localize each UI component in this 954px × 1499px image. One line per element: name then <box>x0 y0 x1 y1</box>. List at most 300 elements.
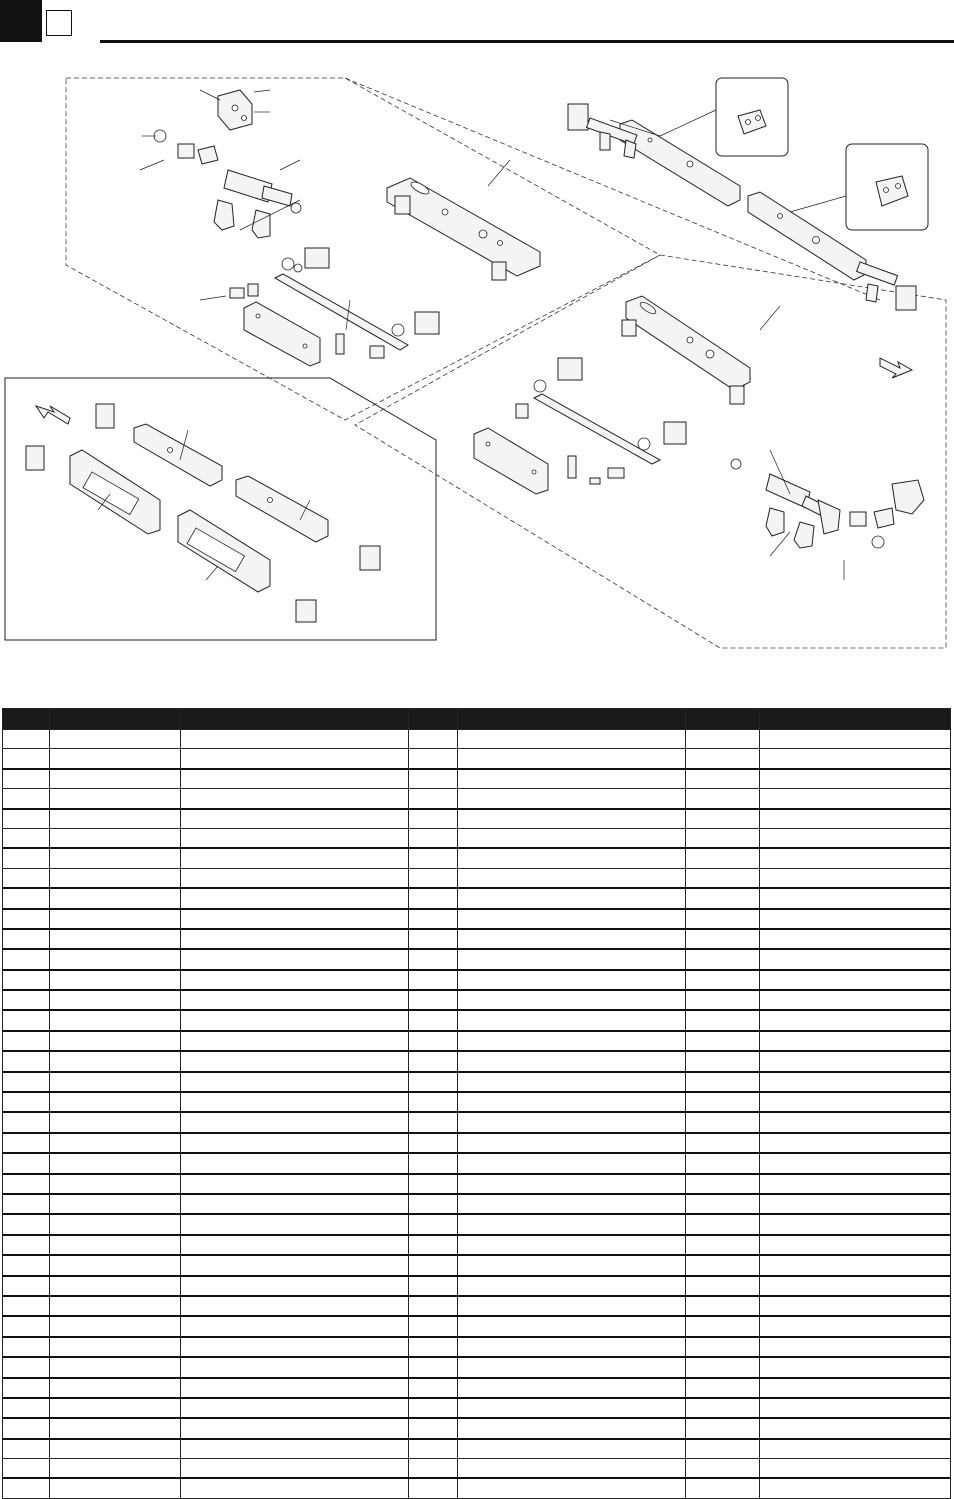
table-row <box>3 1031 951 1051</box>
table-cell <box>409 1316 458 1336</box>
table-row <box>3 1378 951 1398</box>
parts-table <box>2 708 951 1499</box>
table-cell <box>50 1459 181 1479</box>
table-cell <box>50 749 181 769</box>
table-cell <box>409 1478 458 1498</box>
table-cell <box>458 868 686 888</box>
table-row <box>3 970 951 990</box>
table-cell <box>686 1478 760 1498</box>
table-cell <box>3 730 50 749</box>
table-cell <box>3 1255 50 1275</box>
table-cell <box>3 1174 50 1194</box>
table-cell <box>409 1031 458 1051</box>
table-cell <box>50 1255 181 1275</box>
table-cell <box>760 1112 951 1132</box>
table-cell <box>686 848 760 868</box>
table-row <box>3 929 951 949</box>
table-cell <box>686 1072 760 1092</box>
table-cell <box>686 1010 760 1030</box>
table-cell <box>409 1296 458 1316</box>
table-cell <box>409 1276 458 1296</box>
table-cell <box>409 1439 458 1459</box>
table-cell <box>50 949 181 969</box>
table-cell <box>686 730 760 749</box>
table-cell <box>181 1051 409 1071</box>
table-cell <box>409 828 458 848</box>
table-cell <box>686 929 760 949</box>
table-cell <box>409 970 458 990</box>
table-cell <box>50 1296 181 1316</box>
column-header <box>50 709 181 730</box>
table-cell <box>181 769 409 789</box>
table-cell <box>760 1072 951 1092</box>
table-cell <box>409 1153 458 1173</box>
table-cell <box>760 970 951 990</box>
table-row <box>3 1153 951 1173</box>
table-cell <box>50 1133 181 1153</box>
table-cell <box>3 1092 50 1112</box>
table-cell <box>760 789 951 809</box>
table-cell <box>458 848 686 868</box>
table-cell <box>458 828 686 848</box>
table-cell <box>3 1316 50 1336</box>
table-cell <box>760 1378 951 1398</box>
table-row <box>3 1316 951 1336</box>
table-cell <box>50 848 181 868</box>
table-cell <box>686 1194 760 1214</box>
table-cell <box>458 949 686 969</box>
table-cell <box>181 1459 409 1479</box>
table-cell <box>3 1133 50 1153</box>
callout-bubble-2 <box>846 144 928 230</box>
table-cell <box>760 769 951 789</box>
table-cell <box>181 1418 409 1438</box>
table-cell <box>409 1255 458 1275</box>
table-cell <box>760 809 951 829</box>
table-cell <box>458 1296 686 1316</box>
table-cell <box>458 929 686 949</box>
table-cell <box>760 1194 951 1214</box>
table-cell <box>686 1296 760 1316</box>
table-cell <box>3 1337 50 1357</box>
table-cell <box>3 868 50 888</box>
table-cell <box>760 1235 951 1255</box>
table-cell <box>3 1418 50 1438</box>
table-cell <box>686 1337 760 1357</box>
table-row <box>3 1174 951 1194</box>
table-cell <box>760 1092 951 1112</box>
table-cell <box>50 1378 181 1398</box>
table-row <box>3 1214 951 1234</box>
table-cell <box>181 1478 409 1498</box>
table-cell <box>458 769 686 789</box>
table-cell <box>409 1194 458 1214</box>
table-cell <box>458 1133 686 1153</box>
table-cell <box>50 1031 181 1051</box>
right-bottom-bar <box>474 428 548 494</box>
table-cell <box>686 828 760 848</box>
table-row <box>3 1439 951 1459</box>
table-cell <box>50 909 181 929</box>
table-cell <box>458 1439 686 1459</box>
table-cell <box>3 1235 50 1255</box>
table-cell <box>50 1439 181 1459</box>
table-cell <box>3 1072 50 1092</box>
column-header <box>686 709 760 730</box>
table-row <box>3 1112 951 1132</box>
table-row <box>3 1235 951 1255</box>
top-right-assembly <box>568 104 916 310</box>
table-cell <box>760 828 951 848</box>
table-cell <box>458 909 686 929</box>
right-fittings <box>516 358 924 548</box>
table-cell <box>686 769 760 789</box>
table-row <box>3 749 951 769</box>
table-cell <box>181 868 409 888</box>
table-cell <box>686 789 760 809</box>
table-cell <box>458 1174 686 1194</box>
leader-lines <box>98 90 846 580</box>
table-row <box>3 1051 951 1071</box>
table-cell <box>181 828 409 848</box>
table-cell <box>3 1010 50 1030</box>
table-cell <box>181 848 409 868</box>
table-cell <box>409 1378 458 1398</box>
table-cell <box>50 1357 181 1377</box>
table-cell <box>3 1398 50 1418</box>
table-cell <box>458 1214 686 1234</box>
table-cell <box>409 1072 458 1092</box>
table-cell <box>760 1133 951 1153</box>
table-row <box>3 789 951 809</box>
table-cell <box>760 1459 951 1479</box>
table-cell <box>181 1296 409 1316</box>
table-cell <box>3 949 50 969</box>
table-row <box>3 1418 951 1438</box>
table-row <box>3 909 951 929</box>
table-cell <box>409 1010 458 1030</box>
table-cell <box>3 990 50 1010</box>
table-cell <box>760 1357 951 1377</box>
table-header-row <box>3 709 951 730</box>
table-cell <box>686 1378 760 1398</box>
table-row <box>3 1337 951 1357</box>
table-cell <box>181 1010 409 1030</box>
table-cell <box>3 970 50 990</box>
table-cell <box>3 749 50 769</box>
table-row <box>3 1072 951 1092</box>
table-cell <box>760 1031 951 1051</box>
table-cell <box>760 888 951 908</box>
table-cell <box>3 1112 50 1132</box>
table-row <box>3 769 951 789</box>
table-row <box>3 1092 951 1112</box>
table-cell <box>686 1276 760 1296</box>
left-plate <box>387 178 540 280</box>
table-cell <box>458 1398 686 1418</box>
column-header <box>458 709 686 730</box>
table-cell <box>409 1174 458 1194</box>
table-cell <box>181 1398 409 1418</box>
table-cell <box>760 868 951 888</box>
table-cell <box>686 949 760 969</box>
table-row <box>3 990 951 1010</box>
table-cell <box>686 888 760 908</box>
table-cell <box>686 1357 760 1377</box>
table-cell <box>760 1214 951 1234</box>
table-cell <box>3 909 50 929</box>
table-cell <box>458 1235 686 1255</box>
table-cell <box>409 888 458 908</box>
direction-arrow-right <box>880 358 912 378</box>
table-cell <box>686 1031 760 1051</box>
table-cell <box>760 1010 951 1030</box>
table-cell <box>760 1337 951 1357</box>
table-cell <box>181 1255 409 1275</box>
table-cell <box>3 1478 50 1498</box>
table-cell <box>3 809 50 829</box>
table-cell <box>686 1133 760 1153</box>
table-cell <box>50 1235 181 1255</box>
column-header <box>181 709 409 730</box>
table-cell <box>3 848 50 868</box>
table-cell <box>181 1153 409 1173</box>
table-cell <box>686 1398 760 1418</box>
table-cell <box>181 789 409 809</box>
table-cell <box>181 1174 409 1194</box>
table-cell <box>409 1337 458 1357</box>
table-cell <box>458 809 686 829</box>
table-cell <box>50 970 181 990</box>
table-cell <box>181 1072 409 1092</box>
table-cell <box>686 1255 760 1275</box>
table-cell <box>458 1337 686 1357</box>
table-cell <box>458 970 686 990</box>
table-cell <box>760 1398 951 1418</box>
table-cell <box>50 730 181 749</box>
column-header <box>3 709 50 730</box>
table-row <box>3 1296 951 1316</box>
table-cell <box>3 769 50 789</box>
left-bottom-bar <box>244 302 320 366</box>
exploded-parts-diagram <box>0 0 954 700</box>
table-cell <box>181 730 409 749</box>
table-row <box>3 888 951 908</box>
direction-arrow-left <box>36 406 70 424</box>
table-cell <box>181 1357 409 1377</box>
table-cell <box>686 868 760 888</box>
table-cell <box>458 1276 686 1296</box>
callout-bubble-1 <box>716 78 788 156</box>
table-cell <box>181 1112 409 1132</box>
table-cell <box>760 1296 951 1316</box>
table-cell <box>409 1112 458 1132</box>
table-cell <box>50 1072 181 1092</box>
table-cell <box>50 1051 181 1071</box>
table-cell <box>686 1174 760 1194</box>
right-rod <box>534 394 660 464</box>
table-cell <box>181 1194 409 1214</box>
table-cell <box>760 949 951 969</box>
table-cell <box>3 1378 50 1398</box>
table-cell <box>760 848 951 868</box>
table-row <box>3 730 951 749</box>
table-cell <box>409 789 458 809</box>
table-cell <box>458 1255 686 1275</box>
right-plate <box>622 296 750 404</box>
table-cell <box>181 1092 409 1112</box>
table-cell <box>181 929 409 949</box>
table-cell <box>409 929 458 949</box>
table-cell <box>50 1398 181 1418</box>
table-cell <box>686 1459 760 1479</box>
table-cell <box>50 868 181 888</box>
table-cell <box>3 1051 50 1071</box>
table-cell <box>458 1072 686 1092</box>
table-cell <box>3 1357 50 1377</box>
table-cell <box>686 1235 760 1255</box>
table-cell <box>50 1337 181 1357</box>
table-cell <box>760 909 951 929</box>
table-row <box>3 828 951 848</box>
table-cell <box>3 1296 50 1316</box>
table-cell <box>181 909 409 929</box>
table-cell <box>181 990 409 1010</box>
table-cell <box>760 929 951 949</box>
table-cell <box>50 1092 181 1112</box>
table-cell <box>50 929 181 949</box>
table-cell <box>458 1378 686 1398</box>
table-row <box>3 1459 951 1479</box>
table-cell <box>50 888 181 908</box>
table-cell <box>760 1255 951 1275</box>
table-cell <box>50 828 181 848</box>
table-cell <box>458 789 686 809</box>
table-cell <box>181 809 409 829</box>
table-cell <box>458 1316 686 1336</box>
table-cell <box>409 1133 458 1153</box>
table-cell <box>409 809 458 829</box>
table-row <box>3 1010 951 1030</box>
table-cell <box>3 1276 50 1296</box>
table-row <box>3 1478 951 1498</box>
table-cell <box>458 749 686 769</box>
table-row <box>3 1133 951 1153</box>
table-cell <box>458 990 686 1010</box>
table-cell <box>760 1174 951 1194</box>
table-cell <box>50 1214 181 1234</box>
table-cell <box>760 730 951 749</box>
table-cell <box>181 749 409 769</box>
table-cell <box>458 1418 686 1438</box>
table-cell <box>181 888 409 908</box>
table-row <box>3 809 951 829</box>
table-cell <box>3 1031 50 1051</box>
table-cell <box>458 1112 686 1132</box>
table-cell <box>181 1316 409 1336</box>
table-cell <box>409 1398 458 1418</box>
table-cell <box>409 1092 458 1112</box>
table-cell <box>409 1459 458 1479</box>
table-cell <box>409 1051 458 1071</box>
table-cell <box>458 1194 686 1214</box>
table-cell <box>760 1316 951 1336</box>
table-cell <box>409 1214 458 1234</box>
table-cell <box>760 1051 951 1071</box>
table-cell <box>686 1214 760 1234</box>
table-cell <box>458 888 686 908</box>
table-cell <box>3 1194 50 1214</box>
table-cell <box>458 1357 686 1377</box>
left-bracket-upper <box>218 90 252 130</box>
table-cell <box>50 789 181 809</box>
table-cell <box>3 888 50 908</box>
column-header <box>409 709 458 730</box>
table-cell <box>458 1153 686 1173</box>
table-cell <box>3 1153 50 1173</box>
table-row <box>3 1276 951 1296</box>
table-cell <box>409 730 458 749</box>
table-cell <box>458 730 686 749</box>
table-cell <box>50 1316 181 1336</box>
table-cell <box>50 1112 181 1132</box>
table-cell <box>686 809 760 829</box>
table-cell <box>686 1316 760 1336</box>
table-cell <box>686 1092 760 1112</box>
table-cell <box>686 1418 760 1438</box>
table-row <box>3 1398 951 1418</box>
table-cell <box>3 1214 50 1234</box>
table-cell <box>686 1051 760 1071</box>
table-cell <box>181 1133 409 1153</box>
table-row <box>3 1357 951 1377</box>
table-cell <box>409 848 458 868</box>
column-header <box>760 709 951 730</box>
table-cell <box>50 1153 181 1173</box>
table-row <box>3 868 951 888</box>
table-cell <box>181 970 409 990</box>
table-cell <box>760 749 951 769</box>
table-cell <box>50 1418 181 1438</box>
table-cell <box>409 868 458 888</box>
table-cell <box>686 1439 760 1459</box>
table-cell <box>181 1031 409 1051</box>
table-cell <box>3 828 50 848</box>
table-cell <box>50 1276 181 1296</box>
table-cell <box>458 1478 686 1498</box>
table-cell <box>409 1235 458 1255</box>
table-cell <box>50 990 181 1010</box>
table-cell <box>409 1418 458 1438</box>
table-cell <box>50 769 181 789</box>
table-cell <box>760 1439 951 1459</box>
table-cell <box>686 970 760 990</box>
table-row <box>3 1255 951 1275</box>
table-row <box>3 949 951 969</box>
table-cell <box>760 1418 951 1438</box>
table-cell <box>686 1153 760 1173</box>
table-cell <box>458 1459 686 1479</box>
table-cell <box>409 949 458 969</box>
table-row <box>3 848 951 868</box>
table-cell <box>3 789 50 809</box>
table-cell <box>181 1337 409 1357</box>
table-cell <box>3 929 50 949</box>
table-cell <box>458 1031 686 1051</box>
table-cell <box>181 1378 409 1398</box>
table-cell <box>409 1357 458 1377</box>
table-cell <box>409 749 458 769</box>
